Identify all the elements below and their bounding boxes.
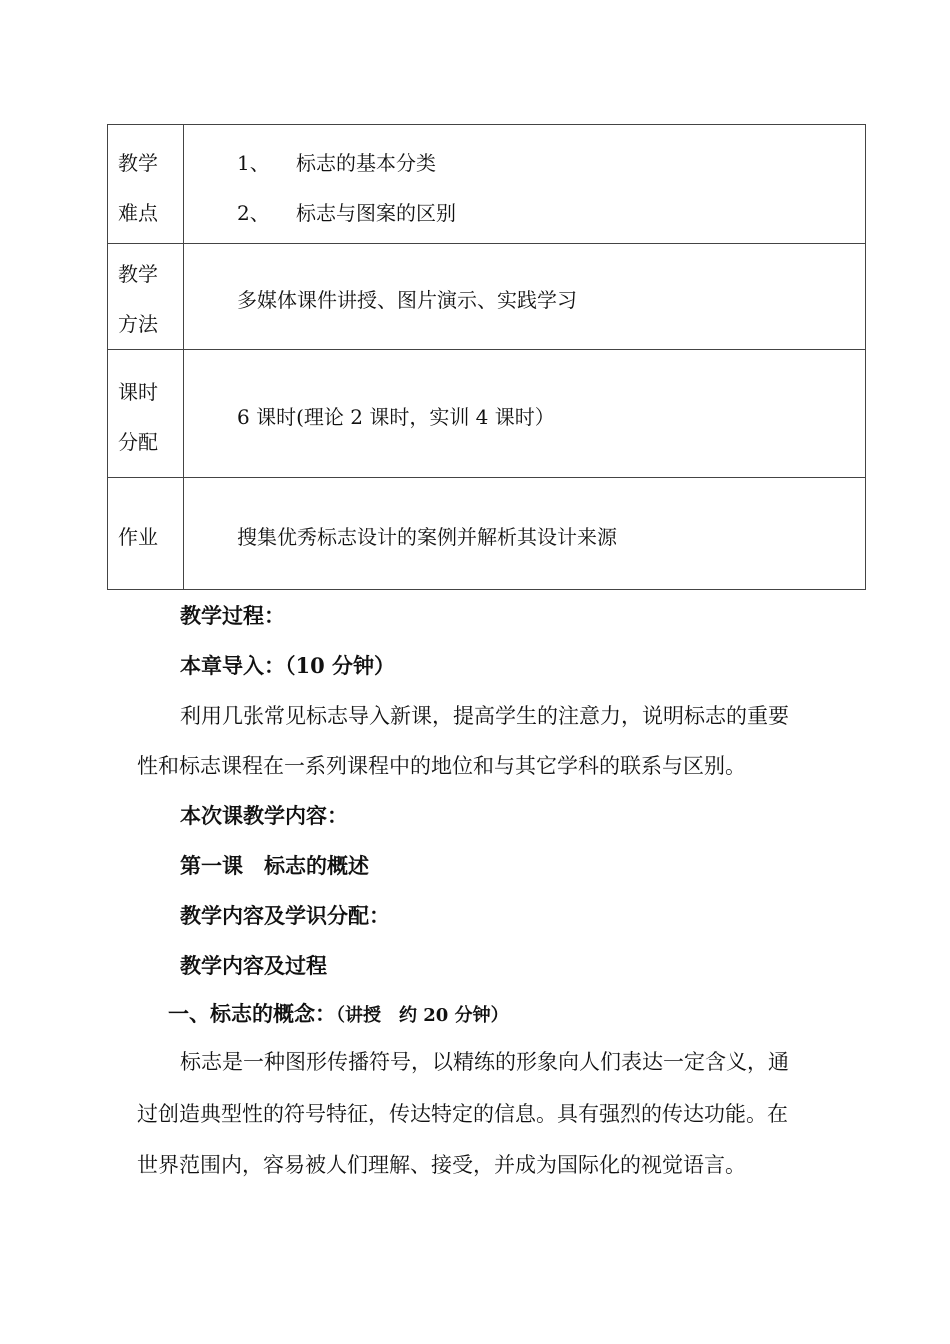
row-text: 多媒体课件讲授、图片演示、实践学习 — [237, 288, 577, 312]
row-content-cell — [184, 125, 866, 244]
row-label-line2: 分配 — [118, 430, 158, 454]
item-number: 1、 — [237, 151, 270, 175]
table-row — [108, 244, 866, 350]
row-label-line1: 作业 — [118, 525, 158, 549]
row-content-cell — [184, 244, 866, 350]
row-label-cell — [108, 478, 184, 590]
item-text: 标志的基本分类 — [296, 151, 436, 175]
row-content-cell — [184, 350, 866, 478]
row-label-line1: 课时 — [118, 380, 158, 404]
intro-paragraph-line: 性和标志课程在一系列课程中的地位和与其它学科的联系与区别。 — [137, 754, 746, 778]
concept-paragraph-line: 世界范围内，容易被人们理解、接受，并成为国际化的视觉语言。 — [137, 1153, 746, 1177]
row-text: 6 课时(理论 2 课时，实训 4 课时） — [237, 405, 555, 429]
row-label-line1: 教学 — [118, 151, 158, 175]
row-label-cell — [108, 350, 184, 478]
row-content-cell — [184, 478, 866, 590]
table-row — [108, 478, 866, 590]
concept-paragraph-line: 标志是一种图形传播符号，以精练的形象向人们表达一定含义，通 — [180, 1050, 789, 1074]
concept-title: 一、标志的概念： — [168, 1001, 336, 1026]
concept-time-note: （讲授 约 20 分钟） — [336, 1005, 509, 1026]
intro-heading: 本章导入：（10 分钟） — [180, 653, 396, 678]
row-label-line1: 教学 — [118, 262, 158, 286]
process-heading: 教学过程： — [180, 603, 285, 628]
process-content-heading: 教学内容及过程 — [180, 953, 327, 978]
table-row — [108, 350, 866, 478]
row-label-line2: 难点 — [118, 201, 158, 225]
concept-heading — [168, 998, 509, 1028]
row-label-cell — [108, 244, 184, 350]
item-text: 标志与图案的区别 — [296, 201, 456, 225]
allocation-heading: 教学内容及学识分配： — [180, 903, 390, 928]
concept-paragraph-line: 过创造典型性的符号特征，传达特定的信息。具有强烈的传达功能。在 — [137, 1102, 788, 1126]
lesson-info-table — [107, 124, 866, 590]
table-row — [108, 125, 866, 244]
content-heading: 本次课教学内容： — [180, 803, 348, 828]
row-label-cell — [108, 125, 184, 244]
item-number: 2、 — [237, 201, 270, 225]
intro-paragraph-line: 利用几张常见标志导入新课，提高学生的注意力，说明标志的重要 — [180, 704, 789, 728]
row-text: 搜集优秀标志设计的案例并解析其设计来源 — [237, 525, 617, 549]
lesson-heading: 第一课 标志的概述 — [180, 853, 369, 878]
row-label-line2: 方法 — [118, 312, 158, 336]
